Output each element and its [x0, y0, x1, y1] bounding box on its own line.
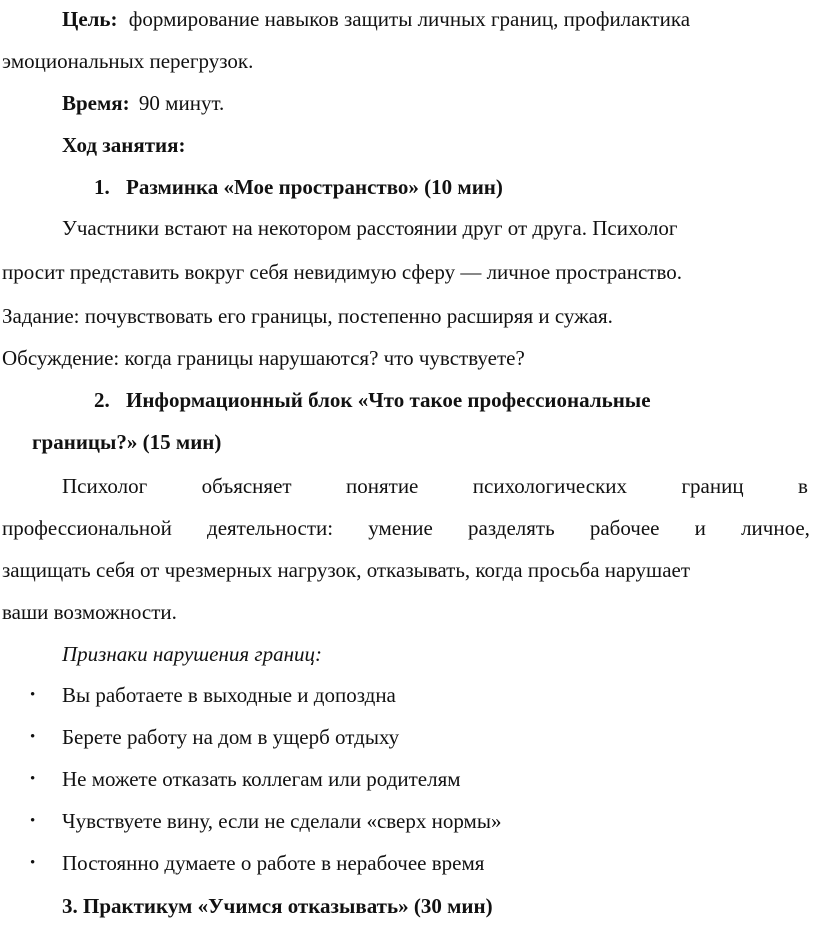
- section1-title: Разминка «Мое пространство» (10 мин): [126, 175, 503, 199]
- word: Психолог: [62, 474, 148, 498]
- section1-para-text-3: Задание: почувствовать его границы, постепенно расширяя и сужая.: [2, 304, 613, 328]
- signs-title-text: Признаки нарушения границ:: [62, 642, 323, 666]
- bullet-icon: •: [30, 771, 36, 787]
- section1-number: 1.: [94, 175, 110, 199]
- bullet-icon: •: [30, 855, 36, 871]
- word: границ: [681, 474, 744, 498]
- word: понятие: [346, 474, 419, 498]
- time-label: Время:: [62, 91, 130, 115]
- goal-label: Цель:: [62, 7, 118, 31]
- list-item-text: Вы работаете в выходные и допоздна: [62, 683, 396, 707]
- section2-title-2: границы?» (15 мин): [32, 430, 222, 454]
- section3-title: 3. Практикум «Учимся отказывать» (30 мин): [62, 894, 493, 918]
- goal-text-1: формирование навыков защиты личных границ, профилактика: [128, 7, 691, 31]
- bullet-icon: •: [30, 813, 36, 829]
- section2-para-line-1: [62, 473, 808, 499]
- section2-title-1: Информационный блок «Что такое профессиональные: [126, 388, 651, 412]
- bullet-icon: •: [30, 687, 36, 703]
- word: в: [798, 474, 808, 498]
- list-item-text: Берете работу на дом в ущерб отдыху: [62, 725, 400, 749]
- word: разделять: [468, 516, 555, 540]
- goal-text-2: эмоциональных перегрузок.: [2, 49, 254, 73]
- section2-para-text-3: защищать себя от чрезмерных нагрузок, отказывать, когда просьба нарушает: [2, 558, 691, 582]
- list-item-text: Не можете отказать коллегам или родителям: [62, 767, 461, 791]
- section1-para-text-1: Участники встают на некотором расстоянии друг от друга. Психолог: [62, 216, 678, 240]
- word: личное,: [741, 516, 810, 540]
- section2-number: 2.: [94, 388, 110, 412]
- word: объясняет: [201, 474, 292, 498]
- section2-para-line-2: [2, 515, 810, 541]
- bullet-icon: •: [30, 729, 36, 745]
- list-item-text: Постоянно думаете о работе в нерабочее время: [62, 851, 485, 875]
- word: психологических: [472, 474, 628, 498]
- section1-para-text-2: просит представить вокруг себя невидимую сферу — личное пространство.: [2, 260, 683, 284]
- time-value: 90 минут.: [138, 91, 225, 115]
- word: и: [694, 516, 706, 540]
- word: умение: [368, 516, 433, 540]
- word: деятельности:: [207, 516, 334, 540]
- section2-para-text-4: ваши возможности.: [2, 600, 177, 624]
- course-heading-text: Ход занятия:: [62, 133, 186, 157]
- list-item-text: Чувствуете вину, если не сделали «сверх нормы»: [62, 809, 502, 833]
- word: рабочее: [589, 516, 660, 540]
- word: профессиональной: [2, 516, 172, 540]
- section1-para-text-4: Обсуждение: когда границы нарушаются? что чувствуете?: [2, 346, 525, 370]
